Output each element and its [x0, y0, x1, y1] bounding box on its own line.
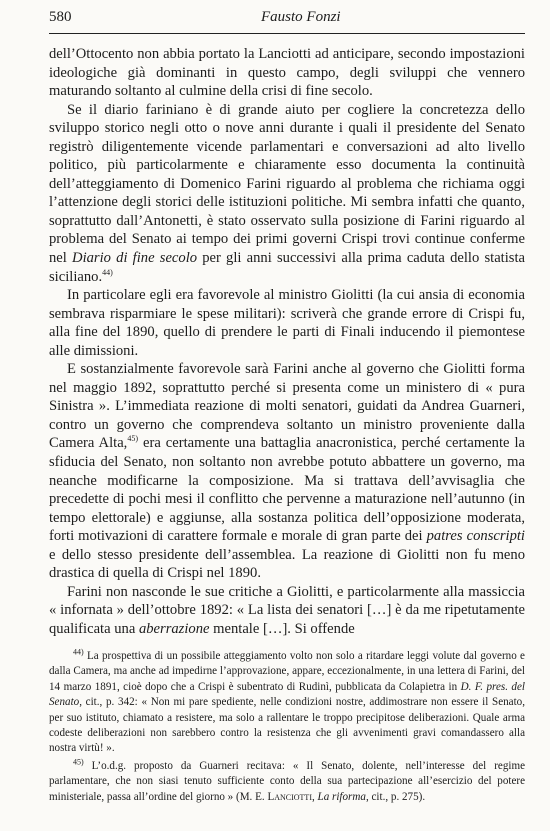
paragraph-5-part-b: mentale […]. Si offende — [209, 620, 355, 637]
running-header — [49, 9, 523, 31]
footnote-45 — [49, 759, 525, 805]
footnote-44-italic: D. F. pres. del Senato — [49, 680, 525, 709]
paragraph-5-part-a: Farini non nasconde le sue critiche a Giolitti, e particolarmente alla massiccia « infornata » dell’ottobre 1892: « La lista dei senatori […] è da me ripetutamente qualificata una — [49, 583, 525, 637]
header-rule — [49, 33, 525, 34]
paragraph-5 — [49, 583, 525, 639]
footnote-45-text-b: , cit., p. 275). — [365, 790, 426, 803]
page-number: 580 — [49, 9, 72, 25]
footnote-45-text-a: L’o.d.g. proposto da Guarneri recitava: « Il Senato, dolente, nell’interesse del regime parlamentare, che non siasi tenuto sufficiente conto della sua partecipazione all’esercizio del potere ministeriale, passa all’ordine del giorno » (M. E. — [49, 759, 525, 803]
paragraph-1: dell’Ottocento non abbia portato la Lanciotti ad anticipare, secondo impostazioni ideologiche già dominanti in questo campo, degli sviluppi che vennero maturando soltanto al culmine della crisi di fine secolo. — [49, 46, 525, 100]
footnote-45-author: Lanciotti — [267, 790, 312, 803]
diary-title-italic: Diario di fine secolo — [72, 250, 198, 267]
paragraph-4-part-a: E sostanzialmente favorevole sarà Farini anche al governo che Giolitti forma nel maggio 1892, soprattutto perché si presenta come un ministero di « pura Sinistra ». L’immediata reazione di molti senatori, guidati da Andrea Guarneri, contro un governo che comprendeva soltanto un ministro proveniente dalla Camera Alta, — [49, 361, 525, 452]
footnote-44-text-a: La prospettiva di un possibile atteggiamento volto non solo a ritardare leggi volute dal governo e dalla Camera, ma anche ad impedirne l’approvazione, appare, eccezionalmente, in una lettera di Farini, del 14 marzo 1891, cioè dopo che a Crispi è subentrato di Rudinì, pubblicata da Colapietra in — [49, 650, 525, 693]
running-title: Fausto Fonzi — [261, 9, 341, 25]
note-ref-45: 45) — [127, 434, 138, 444]
paragraph-2-tail: per gli anni successivi alla prima caduta dello statista siciliano. — [49, 250, 525, 285]
footnote-44 — [49, 649, 525, 757]
patres-conscripti-italic: patres conscripti — [426, 528, 525, 545]
footnotes — [49, 649, 525, 807]
main-text — [49, 45, 525, 639]
paragraph-4 — [49, 360, 525, 583]
footnote-44-label: 44) — [73, 647, 84, 657]
paragraph-2-text: Se il diario fariniano è di grande aiuto per cogliere la concretezza dello sviluppo storico negli otto o nove anni durante i quali il presidente del Senato registrò diligentemente vicende parlamentari e conversazioni ad alto livello politico, più particolarmente e chiaramente esso documenta la continuità dell’atteggiamento di Domenico Farini riguardo al problema che richiama oggi l’attenzione degli storici delle istituzioni politiche. Mi sembra infatti che quanto, soprattutto dall’Antonetti, è stato osservato sulla posizione di Farini riguardo al problema del Senato ai tempo dei primi governi Crispi trovi continue conferme nel — [49, 101, 525, 267]
note-ref-44: 44) — [102, 267, 113, 277]
footnote-44-text-b: , cit., p. 342: « Non mi pare spediente, nelle condizioni nostre, addimostrare non essere il Senato, per suo istituto, chiamato a resistere, ma solo a rallentare le troppo precipitose deliberazioni. Quale arma codeste deliberazioni non sarebbero contro la resistenza che gli avvenimenti gravi comandassero alla nostra virtù! ». — [49, 696, 525, 755]
footnote-45-sep: , — [311, 790, 318, 803]
paragraph-3: In particolare egli era favorevole al ministro Giolitti (la cui ansia di economia sembrava risparmiare le spese militari): scriverà che grande errore di Crispi fu, alla fine del 1890, quello di prendere le parti di Finali inducendo il piemontese alle dimissioni. — [49, 287, 525, 359]
footnote-45-label: 45) — [73, 757, 84, 767]
paragraph-4-part-c: e dello stesso presidente dell’assemblea. La reazione di Giolitti non fu meno drastica di quella di Crispi nel 1890. — [49, 546, 525, 582]
footnote-45-italic: La riforma — [317, 790, 366, 803]
aberrazione-italic: aberrazione — [138, 620, 210, 637]
paragraph-4-part-b: era certamente una battaglia anacronistica, perché certamente la sfiducia del Senato, non soltanto non avrebbe potuto abbattere un governo, ma neanche modificarne la composizione. Ma si trattava dell’avvisaglia che precedette di pochi mesi il conflitto che pervenne a maturazione nell’autunno (in tempo elettorale) e aggiunse, alla sostanza politica dell’opposizione moderata, forti motivazioni di carattere formale e morale di gran parte dei — [49, 435, 525, 545]
paragraph-2 — [49, 101, 525, 286]
